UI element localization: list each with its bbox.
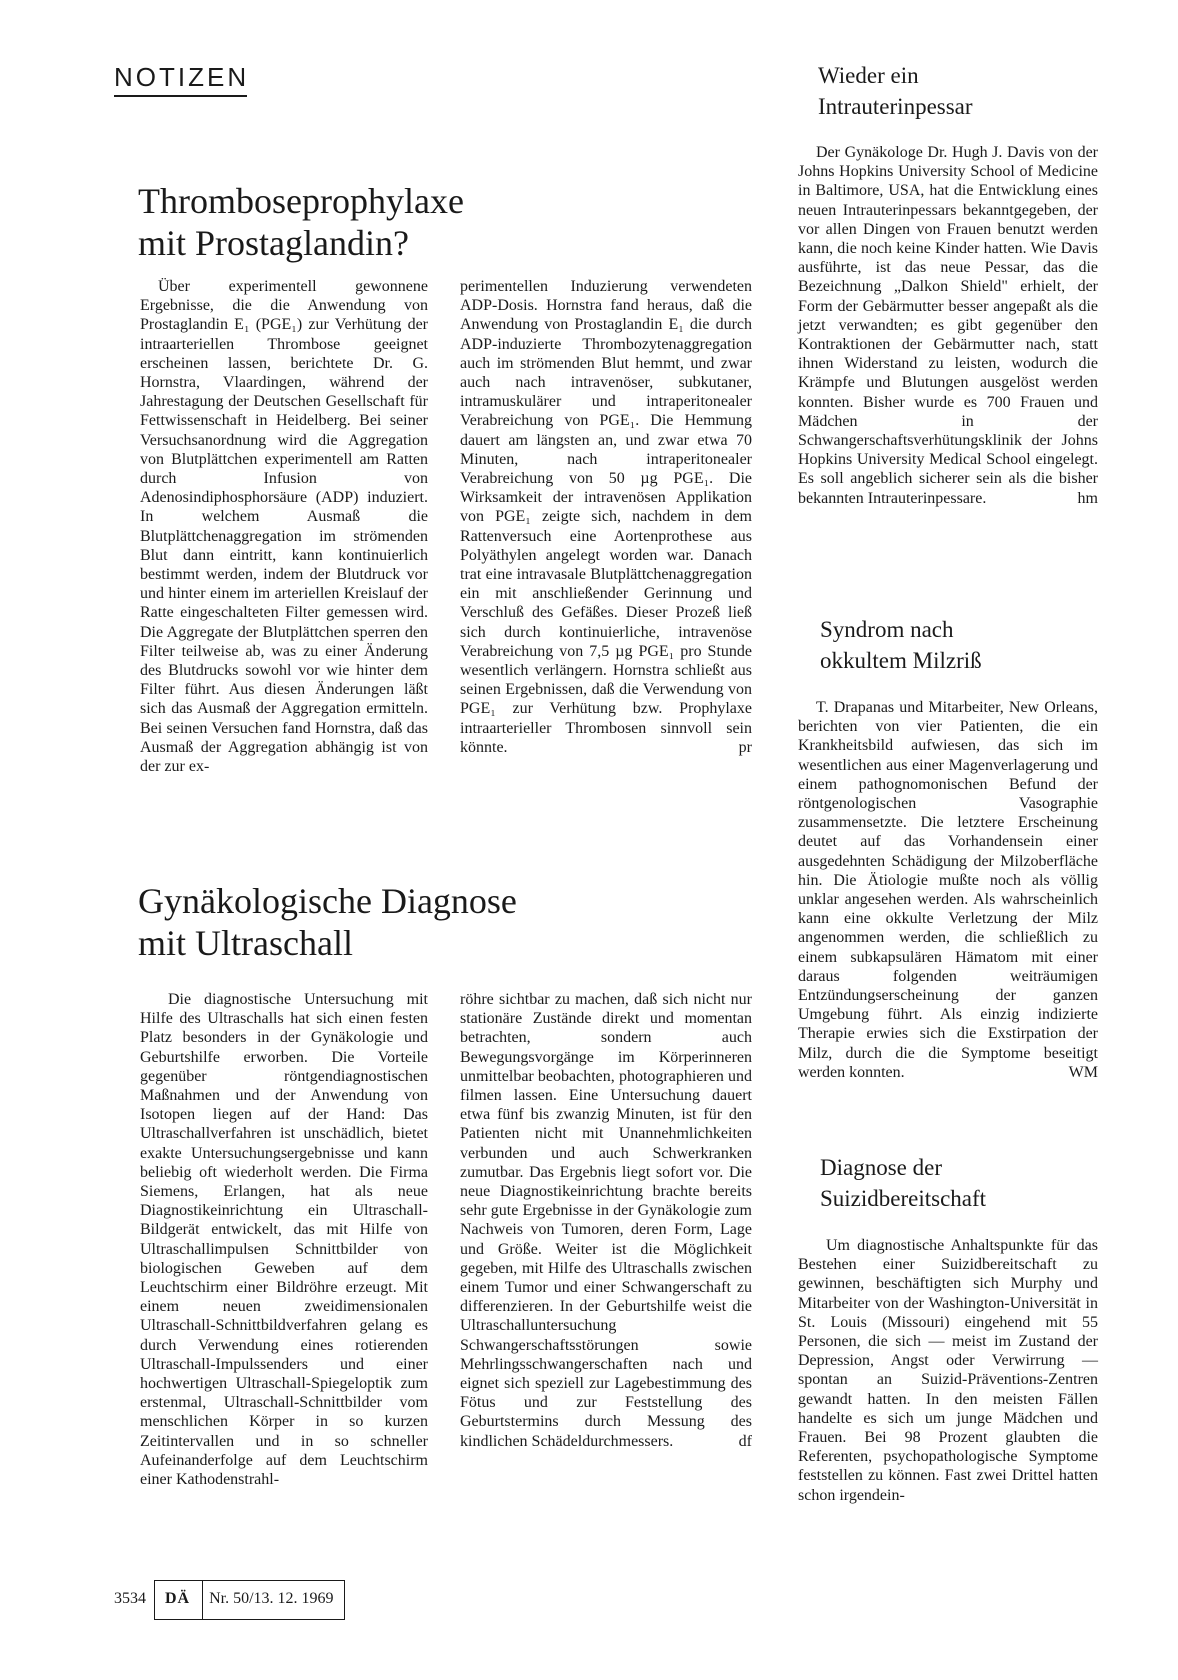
title-line-1: Syndrom nach (820, 617, 954, 642)
section-label: NOTIZEN (114, 62, 250, 92)
article-body: Um diagnostische Anhaltspunkte für das Bestehen einer Suizidbereitschaft zu gewinnen, beschäftigten sich Murphy und Mitarbeiter von der Washington-Universität in St. Louis (Missouri) eingehend mit 55 Personen, die sich — meist im Zustand der Depression, Angst oder Verwirrung — spontan an Suizid-Präventions-Zentren gewandt hatten. In den meisten Fällen handelte es sich um junge Mädchen und Frauen. Bei 98 Prozent glaubten die Referenten, psychopathologische Symptome feststellen zu können. Fast zwei Drittel hatten schon irgendein- (798, 1237, 1098, 1504)
author-signature: pr (738, 738, 752, 756)
issue-info: Nr. 50/13. 12. 1969 (209, 1590, 334, 1607)
title-line-2: mit Ultraschall (138, 923, 353, 964)
column-2 (460, 990, 752, 1451)
journal-abbreviation: DÄ (155, 1581, 203, 1619)
article-title (138, 880, 517, 965)
column-2-text: perimentellen Induzierung verwendeten ADP-Dosis. Hornstra fand heraus, daß die Anwendung von Prostaglandin E₁ die durch ADP-induzierte Thrombozytenaggregation auch im strömenden Blut hemmt, und zwar auch nach intravenöser, subkutaner, intramuskulärer und intraperitonealer Verabreichung von PGE₁. Die Hemmung dauert am längsten an, und zwar etwa 70 Minuten, nach intraperitonealer Verabreichung von 50 µg PGE₁. Die Wirksamkeit der intravenösen Applikation von PGE₁ zeigte sich, nachdem in dem Rattenversuch eine Aortenprothese aus Polyäthylen angelegt worden war. Danach trat eine intravasale Blutplättchenaggregation ein mit anschließender Gerinnung und Verschluß des Gefäßes. Dieser Prozeß ließ sich durch kontinuierliche, intravenöse Verabreichung von 7,5 µg PGE₁ pro Stunde wesentlich verlängern. Hornstra schließt aus seinen Ergebnissen, daß die Verwendung von PGE₁ zur Verhütung bzw. Prophylaxe intraarterieller Thrombosen sinnvoll sein könnte. (460, 278, 752, 756)
title-line-2: mit Prostaglandin? (138, 223, 409, 264)
title-line-2: okkultem Milzriß (820, 648, 982, 674)
title-line-1: Gynäkologische Diagnose (138, 881, 517, 921)
article-title (818, 60, 973, 123)
article-title (820, 1152, 986, 1215)
page-number: 3534 (114, 1590, 146, 1607)
author-signature: hm (1077, 489, 1098, 507)
page-footer (114, 1580, 345, 1620)
article-title (138, 180, 464, 265)
article-body (798, 698, 1098, 1082)
author-signature: df (738, 1432, 752, 1450)
column-1: Über experimentell gewonnene Ergebnisse, die die Anwendung von Prostaglandin E₁ (PGE₁) zur Verhütung der intraarteriellen Thrombose geeignet erscheinen lassen, berichtete Dr. G. Hornstra, Vlaardingen, während der Jahrestagung der Deutschen Gesellschaft für Fettwissenschaft in Heidelberg. Bei seiner Versuchsanordnung wird die Aggregation von Blutplättchen experimentell am Ratten durch Infusion von Adenosindiphosphorsäure (ADP) induziert. In welchem Ausmaß die Blutplättchenaggregation im strömenden Blut dann eintritt, kann kontinuierlich bestimmt werden, indem der Blutdruck vor und hinter einem im arteriellen Kreislauf der Ratte eingeschalteten Filter gemessen wird. Die Aggregate der Blutplättchen sperren den Filter teilweise ab, was zu einer Änderung des Blutdrucks sowohl vor wie hinter dem Filter führt. Aus diesen Änderungen läßt sich das Ausmaß der Aggregation ermitteln. Bei seinen Versuchen fand Hornstra, daß das Ausmaß der Aggregation abhängig ist von der zur ex- (140, 278, 428, 776)
article-body (798, 143, 1098, 508)
author-signature: WM (1068, 1063, 1098, 1081)
section-rule (114, 95, 247, 97)
title-line-1: Wieder ein (818, 63, 919, 88)
journal-box (154, 1580, 345, 1620)
title-line-2: Intrauterinpessar (818, 94, 973, 120)
title-line-1: Thromboseprophylaxe (138, 181, 464, 221)
title-line-2: Suizidbereitschaft (820, 1186, 987, 1212)
column-1: Die diagnostische Untersuchung mit Hilfe des Ultraschalls hat sich einen festen Platz besonders in der Gynäkologie und Geburtshilfe erworben. Die Vorteile gegenüber röntgendiagnostischen Maßnahmen und der Anwendung von Isotopen liegen auf der Hand: Das Ultraschallverfahren ist unschädlich, bietet exakte Untersuchungsergebnisse und kann beliebig oft wiederholt werden. Die Firma Siemens, Erlangen, hat als neue Diagnostikeinrichtung ein Ultraschall-Bildgerät entwickelt, das mit Hilfe von Ultraschallimpulsen Schnittbilder von biologischen Geweben auf dem Leuchtschirm einer Bildröhre erzeugt. Mit einem neuen zweidimensionalen Ultraschall-Schnittbildverfahren gelang es durch Verwendung eines rotierenden Ultraschall-Impulssenders und einer hochwertigen Ultraschall-Spiegeloptik zum erstenmal, Ultraschall-Schnittbilder vom menschlichen Körper in so kurzen Zeitintervallen und in so schneller Aufeinanderfolge auf dem Leuchtschirm einer Kathodenstrahl- (140, 991, 428, 1489)
article-title (820, 614, 982, 677)
body-text: T. Drapanas und Mitarbeiter, New Orleans, berichten von vier Patienten, die ein Krankheitsbild aufwiesen, das sich im wesentlichen aus einer Magenverlagerung und einem pathognomonischen Befund der röntgenologischen Vasographie zusammensetzte. Die letztere Erscheinung deutet auf das Vorhandensein einer ausgedehnten Schädigung der Milzoberfläche hin. Die Ätiologie mußte noch als völlig unklar angesehen werden. Als wahrscheinlich kann eine okkulte Verletzung der Milz angenommen werden, die schließlich zu einem subkapsulären Hämatom mit einer daraus folgenden weiträumigen Entzündungserscheinung der ganzen Umgebung führt. Als einzig indizierte Therapie erwies sich die Exstirpation der Milz, durch die die Symptome beseitigt werden konnten. (798, 699, 1098, 1081)
body-text: Der Gynäkologe Dr. Hugh J. Davis von der Johns Hopkins University School of Medicine in Baltimore, USA, hat die Entwicklung eines neuen Intrauterinpessars bekanntgegeben, der vor allen Dingen von Frauen benutzt werden kann, die noch keine Kinder hatten. Wie Davis ausführte, ist das neue Pessar, das die Bezeichnung „Dalkon Shield" erhielt, der Form der Gebärmutter besser angepaßt als die jetzt verwandten; es gibt gegenüber den Kontraktionen der Gebärmutter nach, statt ihnen Widerstand zu leisten, wodurch die Krämpfe und Blutungen ausgelöst werden konnten. Bisher wurde es 700 Frauen und Mädchen in der Schwangerschaftsverhütungsklinik der Johns Hopkins University Medical School eingelegt. Es soll angeblich sicherer sein als die bisher bekannten Intrauterinpessare. (798, 144, 1098, 507)
title-line-1: Diagnose der (820, 1155, 942, 1180)
column-2 (460, 277, 752, 757)
column-2-text: röhre sichtbar zu machen, daß sich nicht nur stationäre Zustände direkt und momentan betrachten, sondern auch Bewegungsvorgänge im Körperinneren unmittelbar beobachten, photographieren und filmen lassen. Eine Untersuchung dauert etwa fünf bis zwanzig Minuten, ist für den Patienten nicht mit Unannehmlichkeiten verbunden und auch Schwerkranken zumutbar. Das Ergebnis liegt sofort vor. Die neue Diagnostikeinrichtung brachte bereits sehr gute Ergebnisse in der Gynäkologie zum Nachweis von Tumoren, deren Form, Lage und Größe. Weiter ist die Möglichkeit gegeben, mit Hilfe des Ultraschalls zwischen einem Tumor und einer Schwangerschaft zu differenzieren. In der Geburtshilfe weist die Ultraschalluntersuchung Schwangerschaftsstörungen sowie Mehrlingsschwangerschaften nach und eignet sich speziell zur Lagebestimmung des Fötus und zur Feststellung des Geburtstermins durch Messung des kindlichen Schädeldurchmessers. (460, 991, 752, 1450)
